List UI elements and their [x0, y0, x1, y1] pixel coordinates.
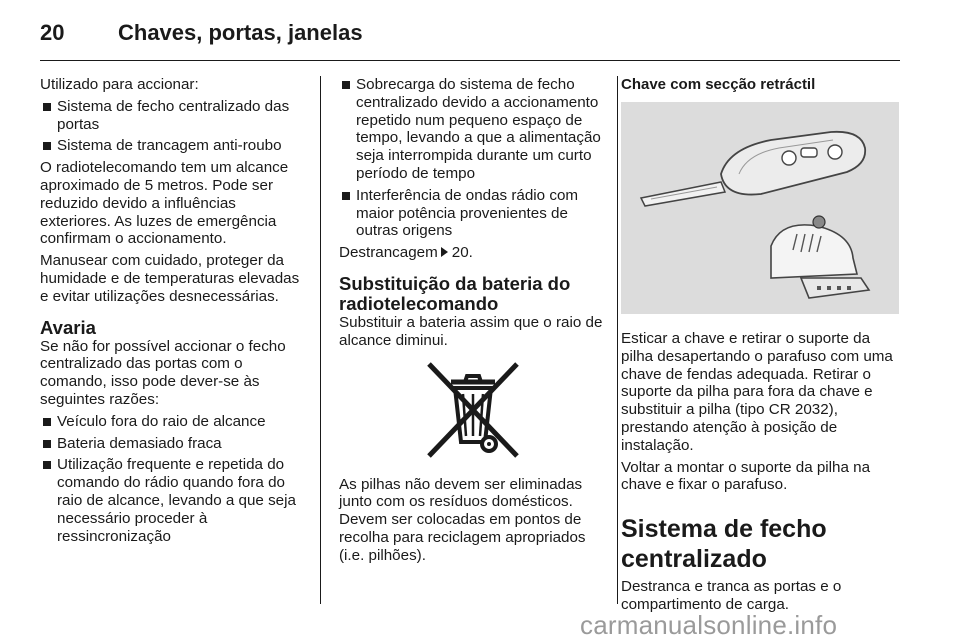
key-illustration: [621, 102, 899, 314]
list-item: Sistema de trancagem anti-roubo: [40, 137, 306, 155]
battery-text: Substituir a bateria assim que o raio de alcance diminui.: [339, 313, 603, 349]
page-reference-arrow-icon: [441, 247, 448, 257]
crossed-out-wheelie-bin-icon: [417, 360, 529, 460]
list-item: Interferência de ondas rádio com maior potência provenientes de outras origens: [339, 187, 607, 240]
intro-bullet-list: [40, 98, 306, 155]
battery-replace-text: Esticar a chave e retirar o suporte da pilha desapertando o parafuso com uma chave de fendas adequada. Retirar o suporte da pilha para fora da chave e substituir a pilha (tipo CR 2032), prestando atenção à posição de instalação.: [621, 330, 893, 454]
care-paragraph: Manusear com cuidado, proteger da humidade e de temperaturas elevadas e evitar utilizações desnecessárias.: [40, 252, 300, 305]
unlock-page-link[interactable]: 20.: [451, 244, 473, 262]
list-item: Sobrecarga do sistema de fecho centralizado devido a accionamento repetido num pequeno espaço de tempo, levando a que a alimentação seja interrompida durante um curto período de tempo: [339, 76, 607, 183]
watermark: carmanualsonline.info: [580, 610, 838, 640]
avaria-heading: Avaria: [40, 316, 96, 338]
folding-key-battery-icon: [621, 102, 899, 314]
bullet-icon: [342, 192, 350, 200]
avaria-text: Se não for possível accionar o fecho centralizado das portas com o comando, isso pode dever-se às seguintes razões:: [40, 337, 286, 408]
page-title: Chaves, portas, janelas: [118, 20, 363, 45]
range-paragraph: O radiotelecomando tem um alcance aproximado de 5 metros. Pode ser reduzido devido a influências exteriores. As luzes de emergência confirmam o accionamento.: [40, 159, 289, 248]
disposal-text: As pilhas não devem ser eliminadas junto com os resíduos domésticos. Devem ser colocadas em pontos de recolha para reciclagem apropriados (i.e. pilhões).: [339, 475, 586, 564]
key-heading: Chave com secção retráctil: [621, 76, 816, 93]
list-item: Bateria demasiado fraca: [40, 435, 306, 453]
bullet-icon: [342, 81, 350, 89]
crossed-bin-image: [339, 360, 607, 460]
list-item: Utilização frequente e repetida do comando do rádio quando fora do raio de alcance, levando a que seja necessário proceder à ressincronização: [40, 456, 306, 545]
bullet-icon: [43, 440, 51, 448]
page-number: 20: [40, 20, 65, 45]
intro-text: Utilizado para accionar:: [40, 76, 199, 93]
bullet-icon: [43, 418, 51, 426]
column-1: [40, 76, 306, 549]
central-locking-text: Destranca e tranca as portas e o compartimento de carga.: [621, 578, 842, 613]
column-divider-1: [320, 76, 321, 604]
failure-bullet-list: [339, 76, 607, 240]
list-item: Sistema de fecho centralizado das portas: [40, 98, 306, 134]
reassemble-text: Voltar a montar o suporte da pilha na chave e fixar o parafuso.: [621, 458, 871, 494]
battery-heading: Substituição da bateria do radiotelecomando: [339, 272, 571, 314]
column-2: [339, 76, 607, 569]
column-divider-2: [617, 76, 618, 604]
avaria-bullet-list: [40, 413, 306, 546]
header-rule: [40, 60, 900, 61]
bullet-icon: [43, 142, 51, 150]
column-3: [621, 76, 905, 618]
list-item: Veículo fora do raio de alcance: [40, 413, 306, 431]
bullet-icon: [43, 461, 51, 469]
bullet-icon: [43, 103, 51, 111]
central-locking-heading: Sistema de fecho centralizado: [621, 515, 827, 574]
unlock-reference: Destrancagem 20.: [339, 244, 473, 262]
